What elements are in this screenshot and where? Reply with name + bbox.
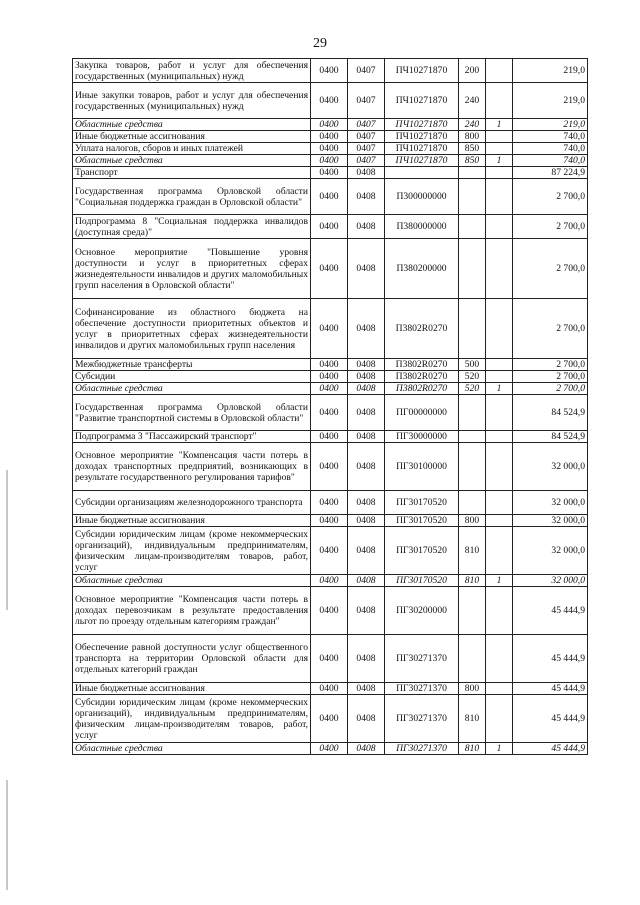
funding-source-cell bbox=[486, 371, 513, 383]
table-row bbox=[73, 695, 588, 743]
funding-source-cell: 1 bbox=[486, 119, 513, 131]
funding-source-cell bbox=[486, 527, 513, 575]
target-article-cell: ПГ00000000 bbox=[385, 395, 459, 431]
row-name-cell: Субсидии юридическим лицам (кроме некоммерческих организаций), индивидуальным предпринимателям, физическим лицам-производителям товаров, работ, услуг bbox=[73, 527, 311, 575]
scan-edge-mark bbox=[6, 470, 8, 610]
amount-cell: 2 700,0 bbox=[513, 239, 588, 299]
expense-type-cell: 810 bbox=[459, 695, 486, 743]
amount-cell: 32 000,0 bbox=[513, 575, 588, 587]
amount-cell: 2 700,0 bbox=[513, 299, 588, 359]
subsection-code-cell: 0408 bbox=[348, 527, 385, 575]
amount-cell: 87 224,9 bbox=[513, 167, 588, 179]
funding-source-cell bbox=[486, 695, 513, 743]
target-article-cell: ПГ30170520 bbox=[385, 491, 459, 515]
row-name-cell: Транспорт bbox=[73, 167, 311, 179]
section-code-cell: 0400 bbox=[311, 59, 348, 83]
target-article-cell: ПГ30170520 bbox=[385, 527, 459, 575]
section-code-cell: 0400 bbox=[311, 299, 348, 359]
amount-cell: 2 700,0 bbox=[513, 371, 588, 383]
subsection-code-cell: 0408 bbox=[348, 179, 385, 215]
row-name-cell: Субсидии bbox=[73, 371, 311, 383]
section-code-cell: 0400 bbox=[311, 527, 348, 575]
table-row bbox=[73, 143, 588, 155]
subsection-code-cell: 0408 bbox=[348, 443, 385, 491]
scan-edge-mark bbox=[6, 780, 8, 890]
amount-cell: 32 000,0 bbox=[513, 515, 588, 527]
section-code-cell: 0400 bbox=[311, 359, 348, 371]
funding-source-cell bbox=[486, 83, 513, 119]
amount-cell: 84 524,9 bbox=[513, 395, 588, 431]
funding-source-cell bbox=[486, 215, 513, 239]
amount-cell: 740,0 bbox=[513, 155, 588, 167]
expense-type-cell bbox=[459, 491, 486, 515]
section-code-cell: 0400 bbox=[311, 431, 348, 443]
table-row bbox=[73, 119, 588, 131]
funding-source-cell bbox=[486, 131, 513, 143]
table-row bbox=[73, 515, 588, 527]
funding-source-cell bbox=[486, 395, 513, 431]
expense-type-cell: 200 bbox=[459, 59, 486, 83]
row-name-cell: Областные средства bbox=[73, 575, 311, 587]
amount-cell: 45 444,9 bbox=[513, 635, 588, 683]
row-name-cell: Областные средства bbox=[73, 119, 311, 131]
row-name-cell: Закупка товаров, работ и услуг для обеспечения государственных (муниципальных) нужд bbox=[73, 59, 311, 83]
subsection-code-cell: 0407 bbox=[348, 59, 385, 83]
section-code-cell: 0400 bbox=[311, 119, 348, 131]
amount-cell: 740,0 bbox=[513, 131, 588, 143]
section-code-cell: 0400 bbox=[311, 167, 348, 179]
target-article-cell: ПГ30271370 bbox=[385, 743, 459, 755]
expense-type-cell: 520 bbox=[459, 371, 486, 383]
row-name-cell: Софинансирование из областного бюджета на обеспечение доступности приоритетных объектов и услуг в приоритетных сферах жизнедеятельности инвалидов и других маломобильных групп населения bbox=[73, 299, 311, 359]
amount-cell: 2 700,0 bbox=[513, 383, 588, 395]
row-name-cell: Областные средства bbox=[73, 743, 311, 755]
table-body bbox=[73, 59, 588, 755]
target-article-cell: ПЧ10271870 bbox=[385, 119, 459, 131]
target-article-cell: П380200000 bbox=[385, 239, 459, 299]
funding-source-cell: 1 bbox=[486, 575, 513, 587]
expense-type-cell bbox=[459, 179, 486, 215]
table-row bbox=[73, 167, 588, 179]
subsection-code-cell: 0407 bbox=[348, 155, 385, 167]
table-row bbox=[73, 371, 588, 383]
row-name-cell: Основное мероприятие "Компенсация части потерь в доходах транспортных предприятий, возникающих в результате государственного регулирования тарифов" bbox=[73, 443, 311, 491]
subsection-code-cell: 0408 bbox=[348, 215, 385, 239]
section-code-cell: 0400 bbox=[311, 743, 348, 755]
row-name-cell: Основное мероприятие "Повышение уровня доступности и услуг в приоритетных сферах жизнедеятельности инвалидов и других маломобильных групп населения в Орловской области" bbox=[73, 239, 311, 299]
target-article-cell: П380000000 bbox=[385, 215, 459, 239]
subsection-code-cell: 0407 bbox=[348, 143, 385, 155]
expense-type-cell bbox=[459, 443, 486, 491]
row-name-cell: Государственная программа Орловской области "Развитие транспортной системы в Орловской области" bbox=[73, 395, 311, 431]
section-code-cell: 0400 bbox=[311, 395, 348, 431]
section-code-cell: 0400 bbox=[311, 239, 348, 299]
section-code-cell: 0400 bbox=[311, 515, 348, 527]
expense-type-cell: 240 bbox=[459, 119, 486, 131]
amount-cell: 740,0 bbox=[513, 143, 588, 155]
table-row bbox=[73, 443, 588, 491]
funding-source-cell bbox=[486, 587, 513, 635]
section-code-cell: 0400 bbox=[311, 83, 348, 119]
expense-type-cell: 500 bbox=[459, 359, 486, 371]
table-row bbox=[73, 131, 588, 143]
amount-cell: 32 000,0 bbox=[513, 443, 588, 491]
subsection-code-cell: 0408 bbox=[348, 299, 385, 359]
subsection-code-cell: 0408 bbox=[348, 395, 385, 431]
expense-type-cell bbox=[459, 215, 486, 239]
funding-source-cell bbox=[486, 239, 513, 299]
target-article-cell: П3802R0270 bbox=[385, 383, 459, 395]
expense-type-cell bbox=[459, 395, 486, 431]
subsection-code-cell: 0408 bbox=[348, 695, 385, 743]
section-code-cell: 0400 bbox=[311, 371, 348, 383]
target-article-cell: ПГ30271370 bbox=[385, 635, 459, 683]
table-row bbox=[73, 575, 588, 587]
table-row bbox=[73, 155, 588, 167]
target-article-cell: П3802R0270 bbox=[385, 359, 459, 371]
table-row bbox=[73, 743, 588, 755]
target-article-cell: ПЧ10271870 bbox=[385, 83, 459, 119]
subsection-code-cell: 0407 bbox=[348, 131, 385, 143]
target-article-cell: П3802R0270 bbox=[385, 299, 459, 359]
expense-type-cell bbox=[459, 635, 486, 683]
subsection-code-cell: 0408 bbox=[348, 683, 385, 695]
target-article-cell: ПГ30200000 bbox=[385, 587, 459, 635]
row-name-cell: Уплата налогов, сборов и иных платежей bbox=[73, 143, 311, 155]
target-article-cell bbox=[385, 167, 459, 179]
funding-source-cell bbox=[486, 299, 513, 359]
target-article-cell: ПЧ10271870 bbox=[385, 131, 459, 143]
funding-source-cell: 1 bbox=[486, 155, 513, 167]
expense-type-cell: 810 bbox=[459, 743, 486, 755]
amount-cell: 45 444,9 bbox=[513, 695, 588, 743]
subsection-code-cell: 0408 bbox=[348, 239, 385, 299]
row-name-cell: Субсидии организациям железнодорожного транспорта bbox=[73, 491, 311, 515]
funding-source-cell bbox=[486, 167, 513, 179]
target-article-cell: ПГ30100000 bbox=[385, 443, 459, 491]
row-name-cell: Иные закупки товаров, работ и услуг для обеспечения государственных (муниципальных) нужд bbox=[73, 83, 311, 119]
row-name-cell: Областные средства bbox=[73, 383, 311, 395]
row-name-cell: Областные средства bbox=[73, 155, 311, 167]
target-article-cell: ПГ30271370 bbox=[385, 683, 459, 695]
subsection-code-cell: 0408 bbox=[348, 575, 385, 587]
target-article-cell: ПЧ10271870 bbox=[385, 155, 459, 167]
section-code-cell: 0400 bbox=[311, 635, 348, 683]
funding-source-cell bbox=[486, 635, 513, 683]
funding-source-cell: 1 bbox=[486, 743, 513, 755]
target-article-cell: ПГ30170520 bbox=[385, 575, 459, 587]
funding-source-cell bbox=[486, 491, 513, 515]
section-code-cell: 0400 bbox=[311, 491, 348, 515]
amount-cell: 2 700,0 bbox=[513, 179, 588, 215]
row-name-cell: Подпрограмма 8 "Социальная поддержка инвалидов (доступная среда)" bbox=[73, 215, 311, 239]
table-row bbox=[73, 215, 588, 239]
target-article-cell: ПГ30271370 bbox=[385, 695, 459, 743]
section-code-cell: 0400 bbox=[311, 587, 348, 635]
budget-table bbox=[72, 58, 588, 755]
table-row bbox=[73, 395, 588, 431]
target-article-cell: ПЧ10271870 bbox=[385, 59, 459, 83]
target-article-cell: ПЧ10271870 bbox=[385, 143, 459, 155]
table-row bbox=[73, 359, 588, 371]
expense-type-cell: 850 bbox=[459, 155, 486, 167]
amount-cell: 219,0 bbox=[513, 119, 588, 131]
amount-cell: 2 700,0 bbox=[513, 215, 588, 239]
expense-type-cell bbox=[459, 239, 486, 299]
row-name-cell: Субсидии юридическим лицам (кроме некоммерческих организаций), индивидуальным предпринимателям, физическим лицам-производителям товаров, работ, услуг bbox=[73, 695, 311, 743]
funding-source-cell bbox=[486, 179, 513, 215]
section-code-cell: 0400 bbox=[311, 179, 348, 215]
target-article-cell: П3802R0270 bbox=[385, 371, 459, 383]
subsection-code-cell: 0408 bbox=[348, 167, 385, 179]
subsection-code-cell: 0408 bbox=[348, 383, 385, 395]
row-name-cell: Подпрограмма 3 "Пассажирский транспорт" bbox=[73, 431, 311, 443]
subsection-code-cell: 0408 bbox=[348, 635, 385, 683]
subsection-code-cell: 0408 bbox=[348, 431, 385, 443]
row-name-cell: Иные бюджетные ассигнования bbox=[73, 515, 311, 527]
section-code-cell: 0400 bbox=[311, 695, 348, 743]
section-code-cell: 0400 bbox=[311, 143, 348, 155]
target-article-cell: П300000000 bbox=[385, 179, 459, 215]
subsection-code-cell: 0408 bbox=[348, 371, 385, 383]
amount-cell: 32 000,0 bbox=[513, 527, 588, 575]
table-row bbox=[73, 383, 588, 395]
amount-cell: 219,0 bbox=[513, 59, 588, 83]
subsection-code-cell: 0408 bbox=[348, 515, 385, 527]
expense-type-cell: 800 bbox=[459, 515, 486, 527]
funding-source-cell: 1 bbox=[486, 383, 513, 395]
amount-cell: 219,0 bbox=[513, 83, 588, 119]
page-number: 29 bbox=[313, 36, 327, 51]
expense-type-cell: 850 bbox=[459, 143, 486, 155]
table-row bbox=[73, 179, 588, 215]
funding-source-cell bbox=[486, 143, 513, 155]
funding-source-cell bbox=[486, 515, 513, 527]
expense-type-cell: 520 bbox=[459, 383, 486, 395]
expense-type-cell: 810 bbox=[459, 527, 486, 575]
row-name-cell: Обеспечение равной доступности услуг общественного транспорта на территории Орловской области для отдельных категорий граждан bbox=[73, 635, 311, 683]
table-row bbox=[73, 683, 588, 695]
subsection-code-cell: 0407 bbox=[348, 119, 385, 131]
subsection-code-cell: 0408 bbox=[348, 491, 385, 515]
section-code-cell: 0400 bbox=[311, 383, 348, 395]
row-name-cell: Иные бюджетные ассигнования bbox=[73, 683, 311, 695]
subsection-code-cell: 0408 bbox=[348, 359, 385, 371]
table-row bbox=[73, 587, 588, 635]
funding-source-cell bbox=[486, 59, 513, 83]
table-row bbox=[73, 527, 588, 575]
subsection-code-cell: 0407 bbox=[348, 83, 385, 119]
section-code-cell: 0400 bbox=[311, 443, 348, 491]
amount-cell: 45 444,9 bbox=[513, 587, 588, 635]
table-row bbox=[73, 635, 588, 683]
expense-type-cell bbox=[459, 299, 486, 359]
row-name-cell: Основное мероприятие "Компенсация части потерь в доходах перевозчикам в результате предоставления льгот по проезду отдельным категориям граждан" bbox=[73, 587, 311, 635]
amount-cell: 32 000,0 bbox=[513, 491, 588, 515]
section-code-cell: 0400 bbox=[311, 131, 348, 143]
amount-cell: 2 700,0 bbox=[513, 359, 588, 371]
expense-type-cell: 800 bbox=[459, 131, 486, 143]
table-row bbox=[73, 299, 588, 359]
expense-type-cell bbox=[459, 587, 486, 635]
amount-cell: 45 444,9 bbox=[513, 683, 588, 695]
subsection-code-cell: 0408 bbox=[348, 587, 385, 635]
section-code-cell: 0400 bbox=[311, 683, 348, 695]
expense-type-cell bbox=[459, 167, 486, 179]
expense-type-cell: 810 bbox=[459, 575, 486, 587]
section-code-cell: 0400 bbox=[311, 215, 348, 239]
section-code-cell: 0400 bbox=[311, 155, 348, 167]
row-name-cell: Иные бюджетные ассигнования bbox=[73, 131, 311, 143]
row-name-cell: Государственная программа Орловской области "Социальная поддержка граждан в Орловской области" bbox=[73, 179, 311, 215]
table-row bbox=[73, 83, 588, 119]
table-row bbox=[73, 491, 588, 515]
expense-type-cell bbox=[459, 431, 486, 443]
target-article-cell: ПГ30170520 bbox=[385, 515, 459, 527]
funding-source-cell bbox=[486, 683, 513, 695]
row-name-cell: Межбюджетные трансферты bbox=[73, 359, 311, 371]
amount-cell: 45 444,9 bbox=[513, 743, 588, 755]
amount-cell: 84 524,9 bbox=[513, 431, 588, 443]
expense-type-cell: 800 bbox=[459, 683, 486, 695]
expense-type-cell: 240 bbox=[459, 83, 486, 119]
funding-source-cell bbox=[486, 443, 513, 491]
target-article-cell: ПГ30000000 bbox=[385, 431, 459, 443]
funding-source-cell bbox=[486, 431, 513, 443]
table-row bbox=[73, 431, 588, 443]
table-row bbox=[73, 239, 588, 299]
subsection-code-cell: 0408 bbox=[348, 743, 385, 755]
section-code-cell: 0400 bbox=[311, 575, 348, 587]
table-row bbox=[73, 59, 588, 83]
funding-source-cell bbox=[486, 359, 513, 371]
